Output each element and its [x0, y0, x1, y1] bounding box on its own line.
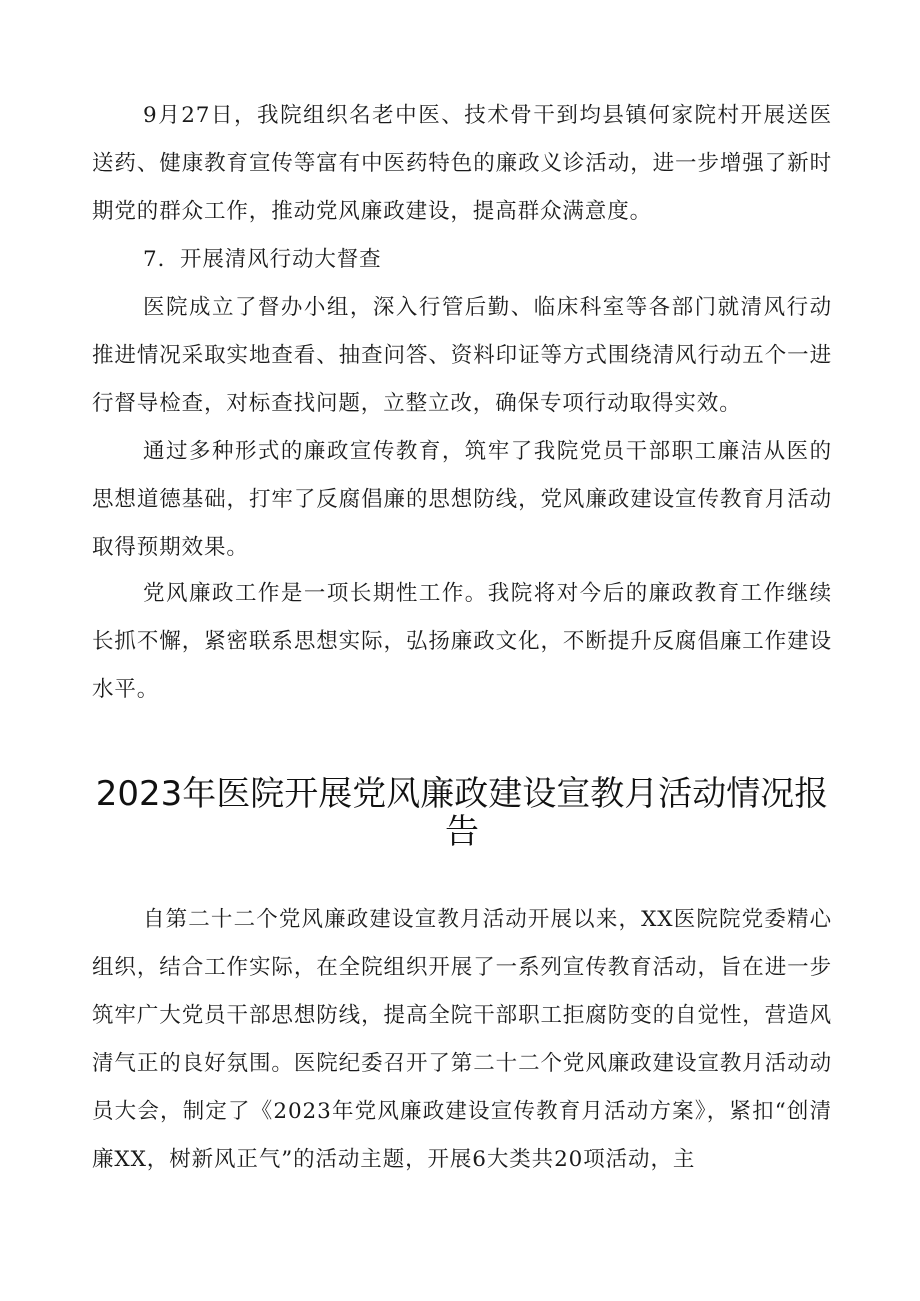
section-heading-clean-wind-inspection: 7．开展清风行动大督查	[143, 247, 382, 272]
paragraph-education-results: 通过多种形式的廉政宣传教育，筑牢了我院党员干部职工廉洁从医的思想道德基础，打牢了反腐倡廉的思想防线，党风廉政建设宣传教育月活动取得预期效果。	[92, 439, 832, 560]
paragraph-free-clinic: 9月27日，我院组织名老中医、技术骨干到均县镇何家院村开展送医送药、健康教育宣传等富有中医药特色的廉政义诊活动，进一步增强了新时期党的群众工作，推动党风廉政建设，提高群众满意度。	[92, 103, 832, 224]
paragraph-long-term-work: 党风廉政工作是一项长期性工作。我院将对今后的廉政教育工作继续长抓不懈，紧密联系思想实际，弘扬廉政文化，不断提升反腐倡廉工作建设水平。	[92, 581, 832, 702]
paragraph-report-intro: 自第二十二个党风廉政建设宣教月活动开展以来，XX医院院党委精心组织，结合工作实际，在全院组织开展了一系列宣传教育活动，旨在进一步筑牢广大党员干部思想防线，提高全院干部职工拒腐防变的自觉性，营造风清气正的良好氛围。医院纪委召开了第二十二个党风廉政建设宣教月活动动员大会，制定了《2023年党风廉政建设宣传教育月活动方案》，紧扣“创清廉XX，树新风正气”的活动主题，开展6大类共20项活动，主	[92, 907, 832, 1172]
paragraph-inspection-team: 医院成立了督办小组，深入行管后勤、临床科室等各部门就清风行动推进情况采取实地查看、抽查问答、资料印证等方式围绕清风行动五个一进行督导检查，对标查找问题，立整立改，确保专项行动取得实效。	[92, 295, 832, 416]
report-title: 2023年医院开展党风廉政建设宣教月活动情况报告	[95, 774, 829, 852]
